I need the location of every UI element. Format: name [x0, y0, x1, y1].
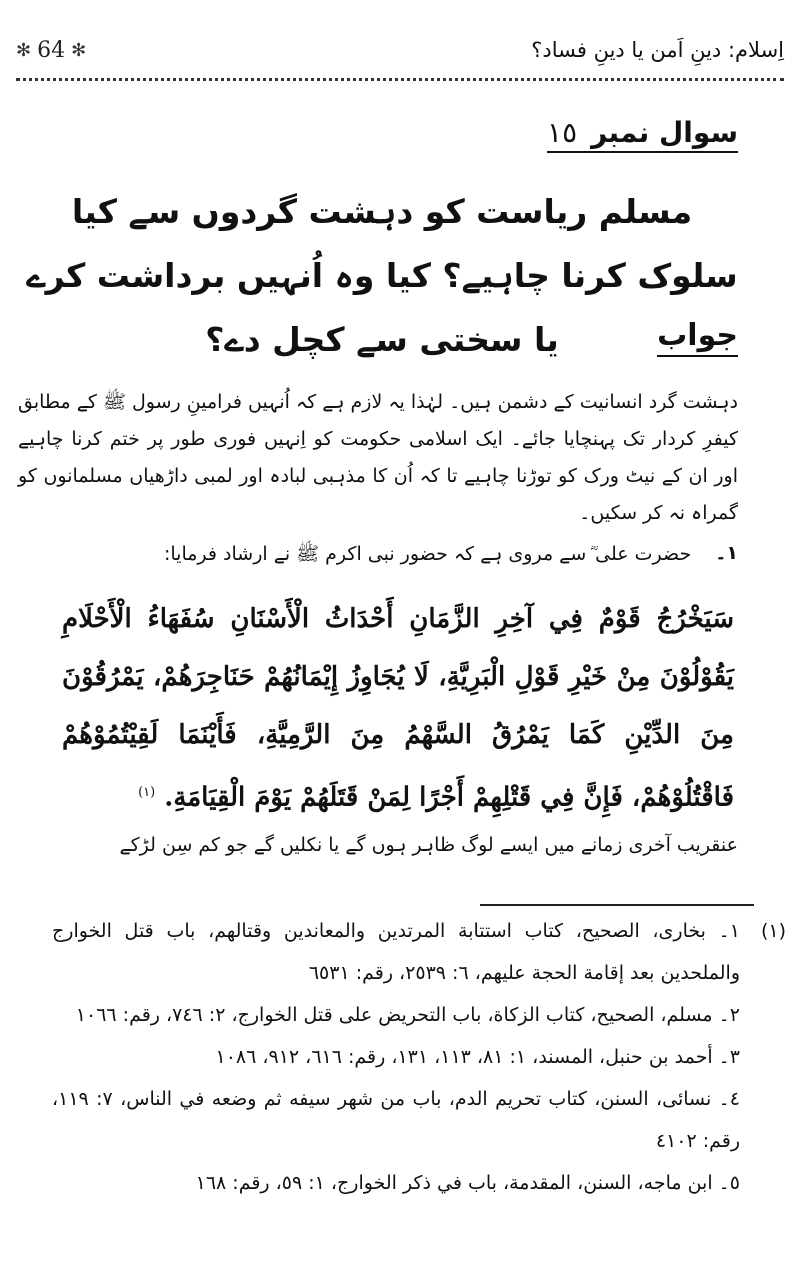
translation-text: عنقریب آخری زمانے میں ایسے لوگ ظاہر ہوں گے یا نکلیں گے جو کم سِن لڑکے [119, 834, 738, 856]
footnote-mark: (١) [760, 920, 786, 942]
page-number-block [16, 38, 86, 63]
question-text: مسلم ریاست کو دہشت گردوں سے کیا سلوک کرنا چاہیے؟ کیا وہ اُنہیں برداشت کرے یا سختی سے کچل دے؟ [26, 192, 738, 359]
footnote-item: ٥۔ ابن ماجه، السنن، المقدمة، باب في ذكر الخوارج، ١: ٥٩، رقم: ١٦٨ [195, 1172, 740, 1194]
page-number: 64 [37, 37, 66, 63]
question-label: سوال نمبر [591, 116, 738, 149]
answer-paragraph: دہشت گرد انسانیت کے دشمن ہیں۔ لہٰذا یہ لازم ہے کہ اُنہیں فرامینِ رسول ﷺ کے مطابق کیفرِ کردار تک پہنچایا جائے۔ ایک اسلامی حکومت کو اِنہیں فوری طور پر ختم کرنا چاہیے اور ان کے نیٹ ورک کو توڑنا چاہیے تا کہ اُن کا مذہبی لبادہ اور لمبی داڑھیاں مسلمانوں کو گمراہ نہ کر سکیں۔ [18, 391, 738, 524]
header-divider [16, 78, 784, 81]
footnote-row [52, 910, 786, 994]
footnote-divider [480, 904, 754, 906]
footnotes [52, 910, 786, 1204]
ornament-left-icon: ✻ [16, 39, 32, 61]
question-number: ١٥ [547, 116, 578, 149]
page-header [16, 30, 784, 70]
question-heading [547, 116, 738, 153]
point-text: حضرت علی ؓ سے مروی ہے کہ حضور نبی اکرم ﷺ نے ارشاد فرمایا: [163, 543, 692, 565]
footnote-item: ٤۔ نسائی، السنن، كتاب تحريم الدم، باب من شهر سيفه ثم وضعه في الناس، ٧: ١١٩، رقم: ٤١٠٢ [52, 1088, 740, 1152]
point-number: ١۔ [715, 542, 738, 564]
hadith-arabic: سَيَخْرُجُ قَوْمٌ فِي آخِرِ الزَّمَانِ أَحْدَاثُ الْأَسْنَانِ سُفَهَاءُ الْأَحْلَامِ يَقُوْلُوْنَ مِنْ خَيْرِ قَوْلِ الْبَرِيَّةِ، لَا يُجَاوِزُ إِيْمَانُهُمْ حَنَاجِرَهُمْ، يَمْرُقُوْنَ مِنَ الدِّيْنِ كَمَا يَمْرُقُ السَّهْمُ مِنَ الرَّمِيَّةِ، فَأَيْنَمَا لَقِيْتُمُوْهُمْ فَاقْتُلُوْهُمْ، فَإِنَّ فِي قَتْلِهِمْ أَجْرًا لِمَنْ قَتَلَهُمْ يَوْمَ الْقِيَامَةِ. [62, 604, 734, 813]
ornament-right-icon: ✻ [71, 39, 87, 61]
hadith-text [62, 590, 734, 827]
running-title: اِسلام: دینِ اَمن یا دینِ فساد؟ [531, 38, 784, 62]
point-item [60, 542, 738, 570]
footnote-item: ٢۔ مسلم، الصحيح، كتاب الزكاة، باب التحريض على قتل الخوارج، ٢: ٧٤٦، رقم: ١٠٦٦ [75, 1004, 740, 1026]
footnote-item: ١۔ بخاری، الصحيح، كتاب استتابة المرتدين والمعاندين وقتالهم، باب قتل الخوارج والملحدين بعد إقامة الحجة عليهم، ٦: ٢٥٣٩، رقم: ٦٥٣١ [52, 920, 740, 984]
footnote-item: ٣۔ أحمد بن حنبل، المسند، ١: ٨١، ١١٣، ١٣١، رقم: ٦١٦، ٩١٢، ١٠٨٦ [215, 1046, 740, 1068]
footnote-reference: (١) [138, 785, 156, 800]
answer-heading: جواب [657, 318, 738, 357]
